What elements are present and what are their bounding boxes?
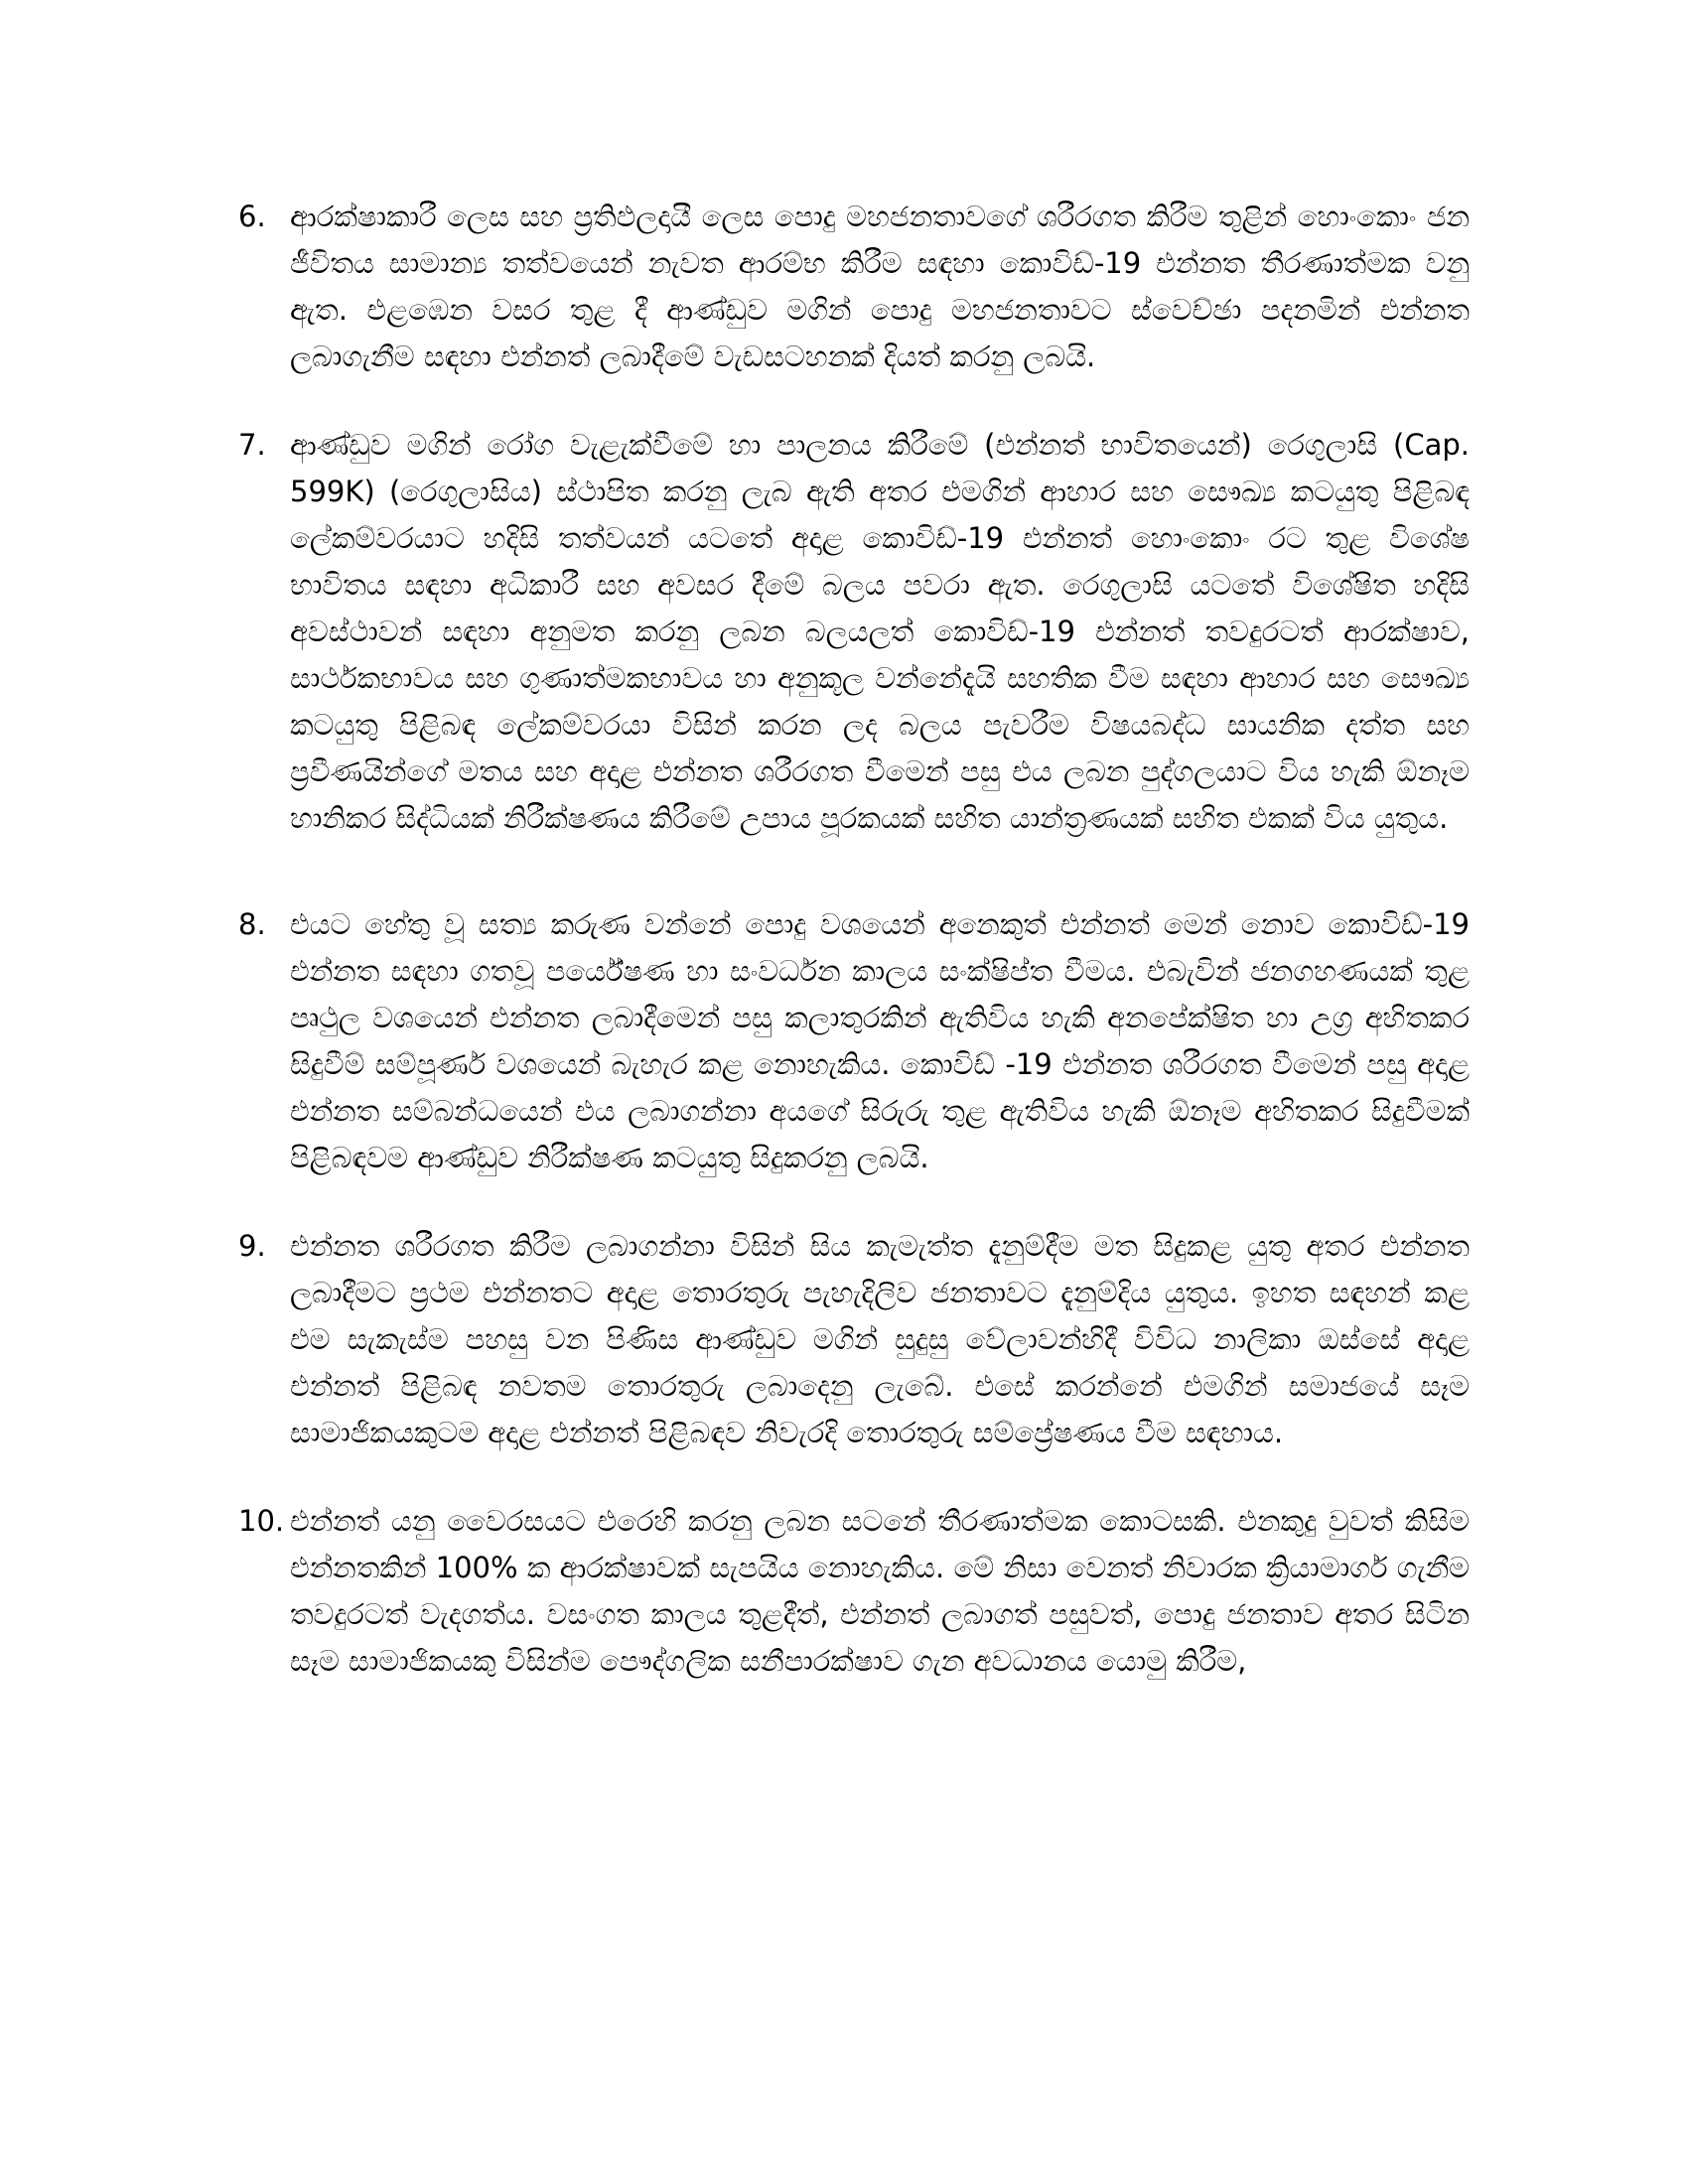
paragraph-text: ආරක්ෂාකාරී ලෙස සහ ප්‍රතිඵලදායී ලෙස පොදු මහජනතාවගේ ශරීරගත කිරීම තුළින් හොංකොං ජන ජීවිතය සාමාන්‍ය තත්වයෙන් නැවත ආරම්භ කිරීම සඳහා කොවිඩ්-19 එන්නත තීරණාත්මක වනු ඇත. එළඹෙන වසර තුළ දී ආණ්ඩුව මගින් පොදු මහජනතාවට ස්වෙච්ඡා පදනමින් එන්නත ලබාගැනීම සඳහා එන්නත් ලබාදීමේ වැඩසටහනක් දියත් කරනු ලබයි. bbox=[290, 200, 1470, 373]
paragraph-number: 9. bbox=[238, 1229, 266, 1263]
paragraph-number: 6. bbox=[238, 200, 266, 233]
paragraph-number: 10. bbox=[238, 1504, 285, 1538]
paragraph-text: එන්නත් යනු වෛරසයට එරෙහි කරනු ලබන සටනේ තීරණාත්මක කොටසකි. එනකුදු වුවත් කිසිම එන්නතකින් 100% ක ආරක්ෂාවක් සැපයිය නොහැකිය. මේ නිසා වෙනත් නිවාරක ක්‍රියාමාර්ග ගැනීම තවදුරටත් වැදගත්ය. වසංගත කාලය තුළදීත්, එන්නත් ලබාගත් පසුවත්, පොදු ජනතාව අතර සිටින සෑම සාමාජිකයකු විසින්ම පෞද්ගලික සනීපාරක්ෂාව ගැන අවධානය යොමු කිරීම, bbox=[290, 1504, 1470, 1678]
paragraph-item-7 bbox=[238, 422, 1470, 842]
paragraph-number: 7. bbox=[238, 428, 266, 462]
paragraph-text: එන්නත ශරීරගත කිරීම ලබාගන්නා විසින් සිය කැමැත්ත දැනුම්දීම මත සිදුකළ යුතු අතර එන්නත ලබාදීමට ප්‍රථම එන්නතට අදාළ තොරතුරු පැහැදිලිව ජනතාවට දැනුම්දිය යුතුය. ඉහත සඳහන් කළ එම සැකැස්ම පහසු වන පිණිස ආණ්ඩුව මගින් සුදුසු වේලාවන්හිදී විවිධ නාලිකා ඔස්සේ අදාළ එන්නත් පිළිබඳ නවතම තොරතුරු ලබාදෙනු ලැබේ. එසේ කරන්නේ එමගින් සමාජයේ සෑම සාමාජිකයකුටම අදාළ එන්නත් පිළිබඳව නිවැරදි තොරතුරු සම්ප්‍රේෂණය වීම සඳහාය. bbox=[290, 1229, 1470, 1449]
paragraph-item-10 bbox=[238, 1498, 1470, 1685]
numbered-paragraph-list bbox=[238, 194, 1470, 1726]
paragraph-item-6 bbox=[238, 194, 1470, 380]
paragraph-text: එයට හේතු වූ සත්‍ය කරුණ වන්නේ පොදු වශයෙන් අනෙකුත් එන්නත් මෙන් නොව කොවිඩ්-19 එන්නත සඳහා ගතවූ පර්යේෂණ හා සංවර්ධන කාලය සංක්ෂිප්ත වීමය. එබැවින් ජනගහණයක් තුළ පෘථුල වශයෙන් එන්නත ලබාදීමෙන් පසු කලාතුරකින් ඇතිවිය හැකි අනපේක්ෂිත හා උග්‍ර අහිතකර සිදුවීම් සම්පූර්ණ වශයෙන් බැහැර කළ නොහැකිය. කොවිඩ් -19 එන්නත ශරීරගත වීමෙන් පසු අදාළ එන්නත සම්බන්ධයෙන් එය ලබාගන්නා අයගේ සිරුරු තුළ ඇතිවිය හැකි ඕනෑම අහිතකර සිදුවීමක් පිළිබඳවම ආණ්ඩුව නිරීක්ෂණ කටයුතු සිදුකරනු ලබයි. bbox=[290, 907, 1470, 1174]
paragraph-text: ආණ්ඩුව මගින් රෝග වැළැක්වීමේ හා පාලනය කිරීමේ (එන්නත් භාවිතයෙන්) රෙගුලාසි (Cap. 599K) (රෙගුලාසිය) ස්ථාපිත කරනු ලැබ ඇති අතර එමගින් ආහාර සහ සෞඛ්‍ය කටයුතු පිළිබඳ ලේකම්වරයාට හදිසි තත්වයන් යටතේ අදාළ කොවිඩ්-19 එන්නත් හොංකොං රට තුළ විශේෂ භාවිතය සඳහා අධිකාරී සහ අවසර දීමේ බලය පවරා ඇත. රෙගුලාසි යටතේ විශේෂිත හදිසි අවස්ථාවන් සඳහා අනුමත කරනු ලබන බලයලත් කොවිඩ්-19 එන්නත් තවදුරටත් ආරක්ෂාව, සාර්ථකභාවය සහ ගුණාත්මකභාවය හා අනුකූල වන්නේදැයි සහතික වීම සඳහා ආහාර සහ සෞඛ්‍ය කටයුතු පිළිබඳ ලේකම්වරයා විසින් කරන ලද බලය පැවරීම විෂයබද්ධ සායනික දත්ත සහ ප්‍රවීණයින්ගේ මතය සහ අදාළ එන්නත ශරීරගත වීමෙන් පසු එය ලබන පුද්ගලයාට විය හැකි ඕනෑම හානිකර සිද්ධියක් නිරීක්ෂණය කිරීමේ උපාය පූරකයක් සහිත යාන්ත්‍රණයක් සහිත එකක් විය යුතුය. bbox=[290, 428, 1470, 835]
paragraph-number: 8. bbox=[238, 907, 266, 941]
paragraph-item-8 bbox=[238, 901, 1470, 1181]
paragraph-item-9 bbox=[238, 1223, 1470, 1456]
